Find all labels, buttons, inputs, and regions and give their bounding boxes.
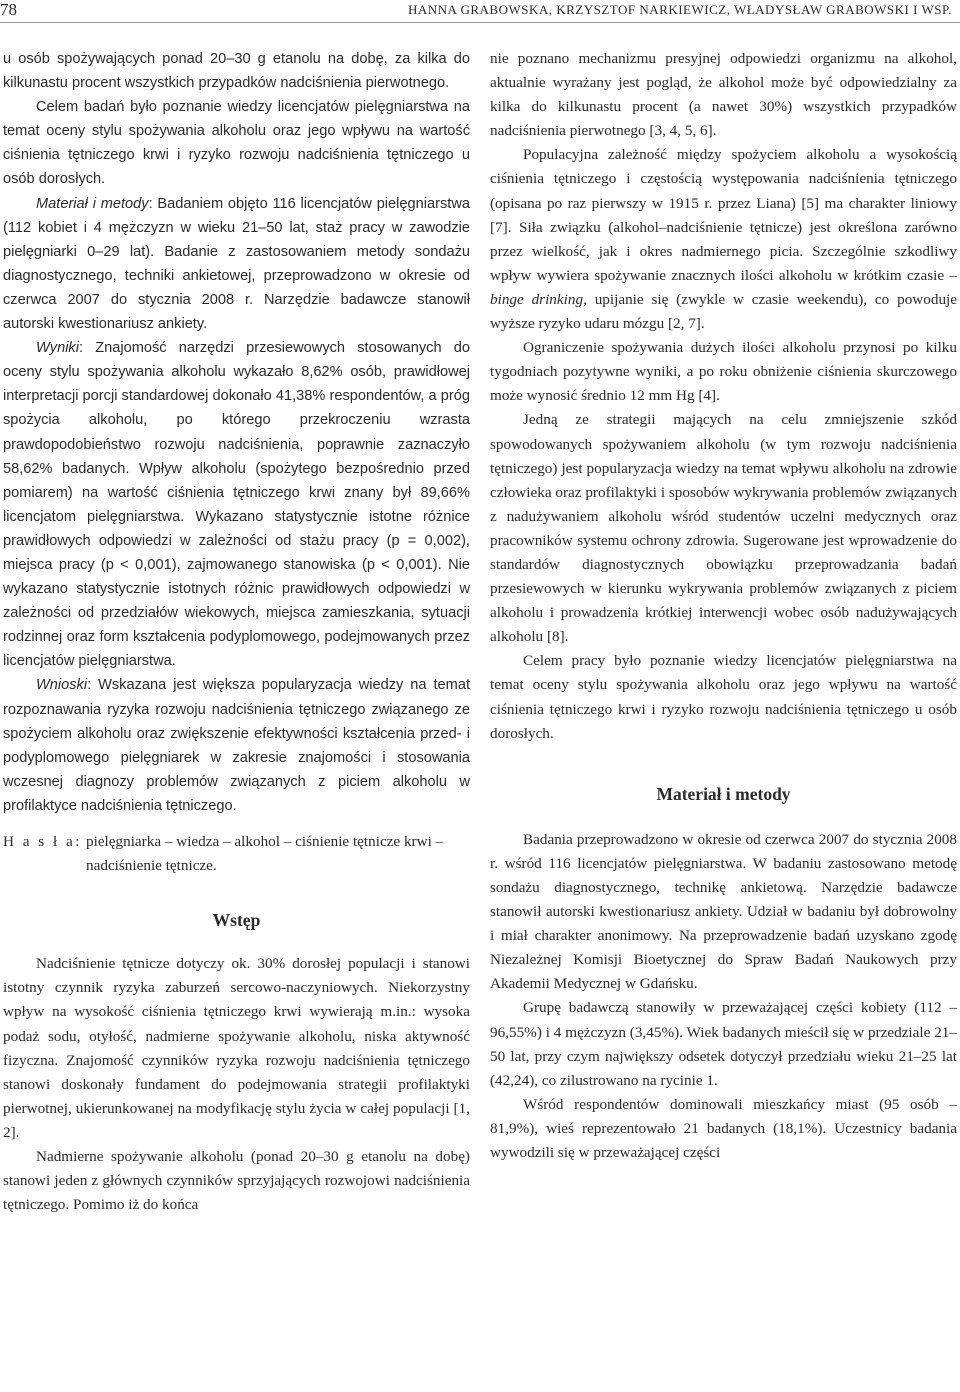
abstract-conclusions-label: Wnioski: [36, 677, 88, 694]
methods-paragraph-2: Grupę badawczą stanowiły w przeważającej części kobiety (112 – 96,55%) i 4 mężczyzn (3,45%). Wiek badanych mieścił się w przedziale 21–50 lat, przy czym największy odsetek dotyczył przedziału wieku 21–25 lat (42,24), co zilustrowano na rycinie 1.: [490, 999, 957, 1089]
intro-paragraph-3-tail: , upijanie się (zwykle w czasie weekendu), co powoduje wyższe ryzyko udaru mózgu [2, 7].: [490, 290, 958, 333]
abstract-results: [3, 336, 470, 673]
section-heading-introduction: Wstęp: [212, 910, 261, 931]
running-header: [0, 0, 960, 23]
right-column: [490, 47, 957, 1165]
keywords-text: pielęgniarka – wiedza – alkohol – ciśnienie tętnicze krwi – nadciśnienie tętnicze.: [86, 833, 444, 875]
binge-drinking-term: binge drinking: [490, 290, 584, 308]
running-head-authors: HANNA GRABOWSKA, KRZYSZTOF NARKIEWICZ, WŁADYSŁAW GRABOWSKI I WSP.: [407, 2, 952, 17]
abstract-methods-text: : Badaniem objęto 116 licencjatów pielęgniarstwa (112 kobiet i 4 mężczyzn w wieku 21–50 lat, staż pracy w zawodzie pielęgniarki 0–29 lat). Badanie z zastosowaniem metody sondażu diagnostycznego, techniki ankietowej, przeprowadzono w okresie od czerwca 2007 do stycznia 2008 r. Narzędzie badawcze stanowił autorski kwestionariusz ankiety.: [3, 195, 470, 333]
left-column: [3, 47, 470, 1217]
keywords-label: H a s ł a:: [3, 833, 82, 850]
section-heading-methods: Materiał i metody: [656, 783, 791, 804]
intro-paragraph-2: Nadmierne spożywanie alkoholu (ponad 20–30 g etanolu na dobę) stanowi jeden z głównych czynników sprzyjających rozwojowi nadciśnienia tętniczego. Pomimo iż do końca: [3, 1148, 470, 1214]
abstract-results-label: Wyniki: [36, 340, 79, 357]
abstract: [3, 47, 470, 818]
intro-paragraph-4: Ograniczenie spożywania dużych ilości alkoholu przynosi po kilku tygodniach pozytywne wyniki, a po roku obniżenie ciśnienia skurczowego może wynosić średnio 12 mm Hg [4].: [490, 339, 957, 405]
abstract-conclusions-text: : Wskazana jest większa popularyzacja wiedzy na temat rozpoznawania ryzyka rozwoju nadciśnienia tętniczego związanego ze spożyciem alkoholu oraz zwiększenie efektywności kształcenia przed- i podyplomowego pielęgniarek w zakresie znajomości i stosowania wczesnej diagnozy problemów związanych z piciem alkoholu w profilaktyce nadciśnienia tętniczego.: [3, 677, 470, 814]
page-number: 78: [0, 0, 17, 19]
intro-paragraph-2-continued: nie poznano mechanizmu presyjnej odpowiedzi organizmu na alkohol, aktualnie wyrażany jest pogląd, że alkohol może być odpowiedzialny za kilka do kilkunastu procent (a nawet 30%) wszystkich przypadków nadciśnienia pierwotnego [3, 4, 5, 6].: [490, 50, 957, 140]
abstract-conclusions: [3, 673, 470, 818]
intro-paragraph-aim: Celem pracy było poznanie wiedzy licencjatów pielęgniarstwa na temat oceny stylu spożywania alkoholu oraz jego wpływu na wartość ciśnienia tętniczego krwi i ryzyko rozwoju nadciśnienia tętniczego u osób dorosłych.: [490, 652, 957, 742]
intro-paragraph-5: Jedną ze strategii mających na celu zmniejszenie szkód spowodowanych spożywaniem alkoholu (w tym rozwoju nadciśnienia tętniczego) jest popularyzacja wiedzy na temat wpływu alkoholu na zdrowie człowieka oraz profilaktyki i sposobów wykrywania problemów związanych z nadużywaniem alkoholu wśród studentów uczelni medycznych oraz pracowników systemu ochrony zdrowia. Sugerowane jest wprowadzenie do standardów diagnostycznych obowiązku przeprowadzania badań przesiewowych w kierunku wykrywania problemów związanych z piciem alkoholu i prowadzenia krótkiej interwencji wobec osób nadużywających alkoholu [8].: [490, 411, 957, 646]
abstract-aim: Celem badań było poznanie wiedzy licencjatów pielęgniarstwa na temat oceny stylu spożywania alkoholu oraz jego wpływu na wartość ciśnienia tętniczego krwi i ryzyko rozwoju nadciśnienia tętniczego u osób dorosłych.: [3, 99, 470, 188]
keywords: [3, 830, 470, 878]
intro-paragraph-1: Nadciśnienie tętnicze dotyczy ok. 30% dorosłej populacji i stanowi istotny czynnik ryzyka zaburzeń sercowo-naczyniowych. Niekorzystny wpływ na wysokość ciśnienia tętniczego krwi wywierają m.in.: wysoka podaż sodu, otyłość, nadmierne spożywanie alkoholu, niska aktywność fizyczna. Znajomość czynników ryzyka rozwoju nadciśnienia tętniczego stanowi doskonały fundament do podejmowania strategii profilaktyki pierwotnej, ukierunkowanej na modyfikację stylu życia w całej populacji [1, 2].: [3, 955, 470, 1141]
abstract-methods-label: Materiał i metody: [36, 195, 149, 212]
methods-paragraph-1: Badania przeprowadzono w okresie od czerwca 2007 do stycznia 2008 r. wśród 116 licencjatów pielęgniarstwa. W badaniu zastosowano metodę sondażu diagnostycznego, technikę ankietową. Narzędzie badawcze stanowił autorski kwestionariusz ankiety. Udział w badaniu był dobrowolny i miał charakter anonimowy. Na przeprowadzenie badań uzyskano zgodę Niezależnej Komisji Bioetycznej do Spraw Badań Naukowych przy Akademii Medycznej w Gdańsku.: [490, 830, 957, 993]
intro-paragraph-3: [490, 143, 957, 336]
abstract-methods: [3, 192, 470, 337]
abstract-intro-tail: u osób spożywających ponad 20–30 g etanolu na dobę, za kilka do kilkunastu procent wszystkich przypadków nadciśnienia pierwotnego.: [3, 51, 470, 92]
abstract-results-text: : Znajomość narzędzi przesiewowych stosowanych do oceny stylu spożywania alkoholu wykazało 8,62% osób, prawidłowej interpretacji porcji standardowej dokonało 41,38% respondentów, a próg spożycia alkoholu, po którego przekroczeniu wzrasta prawdopodobieństwo rozwoju nadciśnienia, poprawnie zaznaczyło 58,62% badanych. Wpływ alkoholu (spożytego bezpośrednio przed pomiarem) na wartość ciśnienia tętniczego krwi znany był 89,66% licencjatom pielęgniarstwa. Wykazano statystycznie istotne różnice prawidłowych odpowiedzi w zależności od stażu pracy (p = 0,002), miejsca pracy (p < 0,001), zajmowanego stanowiska (p < 0,001). Nie wykazano statystycznie istotnych różnic prawidłowych odpowiedzi w zależności od przedziałów wiekowych, miejsca zamieszkania, sytuacji rodzinnej oraz form kształcenia podyplomowego, podejmowanych przez licencjatów pielęgniarstwa.: [3, 340, 470, 670]
intro-paragraph-3-text: Populacyjna zależność między spożyciem alkoholu a wysokością ciśnienia tętniczego i częstością występowania nadciśnienia tętniczego (opisana po raz pierwszy w 1915 r. przez Liana) [5] ma charakter liniowy [7]. Siła związku (alkohol–nadciśnienie tętnicze) jest określona zarówno przez wielkość, jak i okres nadmiernego picia. Szczególnie szkodliwy wpływ wywiera spożywanie znacznych ilości alkoholu w krótkim czasie –: [490, 146, 957, 284]
methods-paragraph-3: Wśród respondentów dominowali mieszkańcy miast (95 osób – 81,9%), wieś reprezentowało 21 badanych (18,1%). Uczestnicy badania wywodzili się w przeważającej części: [490, 1095, 957, 1162]
